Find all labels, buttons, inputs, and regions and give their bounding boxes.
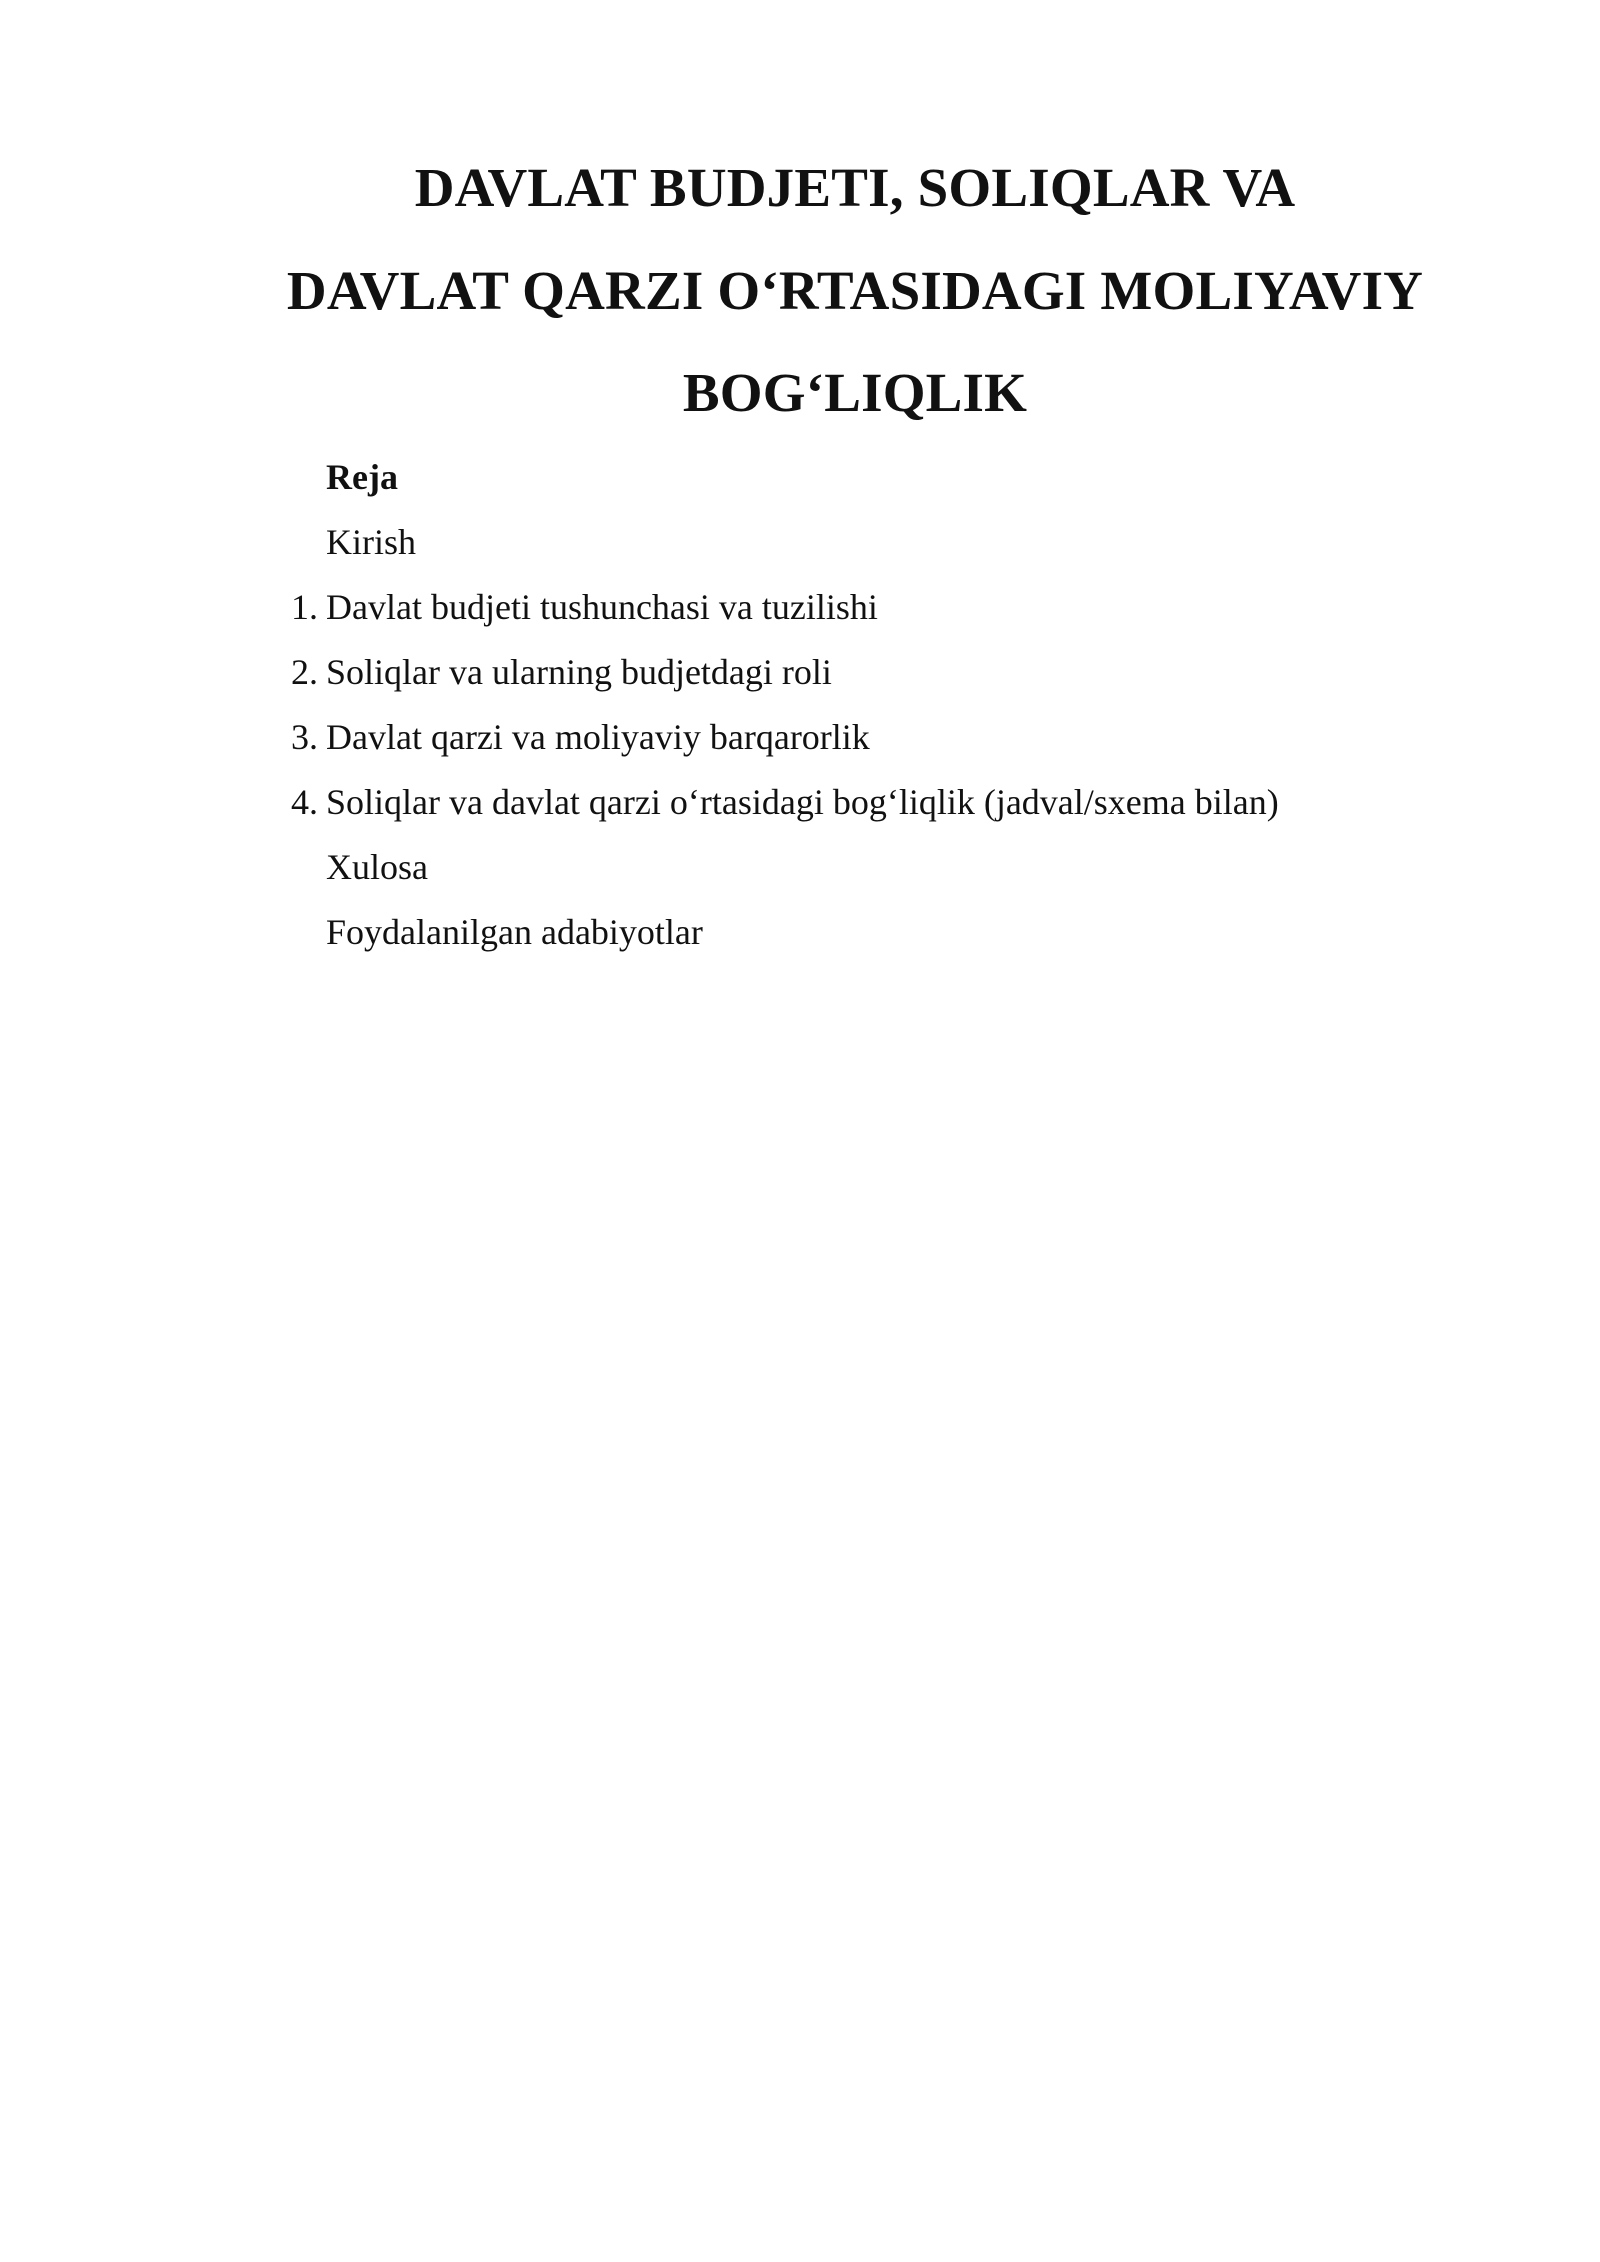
document-title-line-1: DAVLAT BUDJETI, SOLIQLAR VA [414,157,1296,218]
document-title-line-3: BOG‘LIQLIK [682,362,1028,423]
plan-heading: Reja [326,457,398,497]
plan-item-number: 3. [291,717,318,757]
plan-item [291,650,1476,715]
plan-item [291,715,1476,780]
plan-item-number: 4. [291,782,318,822]
plan-item-text: Davlat budjeti tushunchasi va tuzilishi [326,587,878,627]
plan-item-text: Soliqlar va davlat qarzi o‘rtasidagi bog‘liqlik (jadval/sxema bilan) [326,782,1279,822]
plan-item-number: 1. [291,587,318,627]
plan-references: Foydalanilgan adabiyotlar [326,912,703,952]
plan-item-text: Davlat qarzi va moliyaviy barqarorlik [326,717,870,757]
plan-section [291,455,1476,975]
plan-item [291,585,1476,650]
plan-item-number: 2. [291,652,318,692]
plan-item-text: Soliqlar va ularning budjetdagi roli [326,652,832,692]
plan-conclusion: Xulosa [326,847,428,887]
document-title-line-2: DAVLAT QARZI O‘RTASIDAGI MOLIYAVIY [286,260,1424,321]
plan-item [291,780,1476,845]
plan-intro: Kirish [326,522,416,562]
